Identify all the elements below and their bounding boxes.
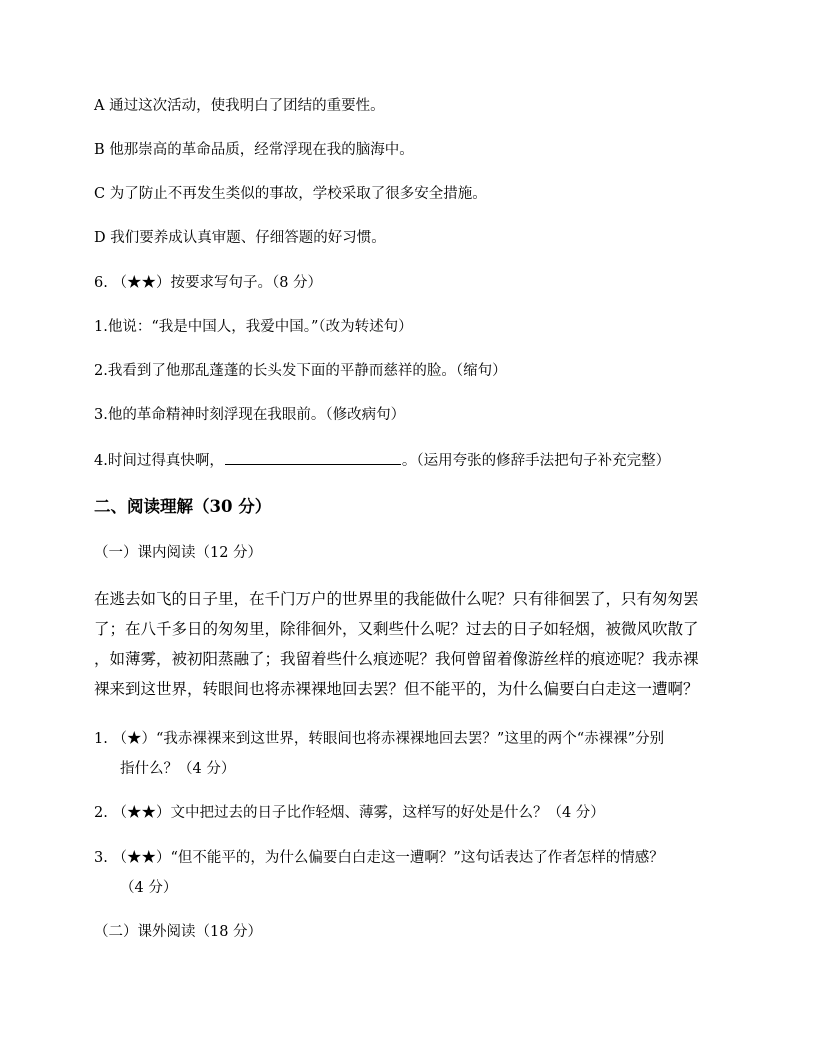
section-2-title: 二、阅读理解（30 分） bbox=[94, 497, 272, 516]
option-c: C 为了防止不再发生类似的事故，学校采取了很多安全措施。 bbox=[94, 186, 487, 202]
reading-question-3-line-1: 3. （★★）“但不能平的，为什么偏要白白走这一遭啊？”这句话表达了作者怎样的情感？ bbox=[94, 850, 664, 866]
option-d: D 我们要养成认真审题、仔细答题的好习惯。 bbox=[94, 230, 386, 246]
reading-question-3-line-2: （4 分） bbox=[120, 880, 178, 896]
reading-question-1-line-2: 指什么？（4 分） bbox=[120, 761, 236, 777]
question-6-item-4-prefix: 4.时间过得真快啊， bbox=[94, 453, 224, 469]
passage-line: 了；在八千多日的匆匆里，除徘徊外，又剩些什么呢？过去的日子如轻烟，被微风吹散了 bbox=[94, 620, 699, 638]
question-6-item-3: 3.他的革命精神时刻浮现在我眼前。（修改病句） bbox=[94, 407, 406, 423]
answer-blank[interactable] bbox=[225, 450, 401, 465]
passage-line: 裸来到这世界，转眼间也将赤裸裸地回去罢？但不能平的，为什么偏要白白走这一遭啊？ bbox=[94, 680, 699, 698]
part-1-title: （一）课内阅读（12 分） bbox=[94, 545, 263, 561]
option-a: A 通过这次活动，使我明白了团结的重要性。 bbox=[94, 98, 385, 114]
passage-line: 在逃去如飞的日子里，在千门万户的世界里的我能做什么呢？只有徘徊罢了，只有匆匆罢 bbox=[94, 590, 699, 608]
reading-question-1-line-1: 1. （★）“我赤裸裸来到这世界，转眼间也将赤裸裸地回去罢？”这里的两个“赤裸裸”分别 bbox=[94, 731, 665, 747]
question-6-item-4 bbox=[94, 450, 670, 471]
passage-line: ，如薄雾，被初阳蒸融了；我留着些什么痕迹呢？我何曾留着像游丝样的痕迹呢？我赤裸 bbox=[94, 650, 699, 668]
reading-question-2: 2. （★★）文中把过去的日子比作轻烟、薄雾，这样写的好处是什么？（4 分） bbox=[94, 805, 605, 821]
reading-passage bbox=[94, 584, 726, 704]
question-6-item-1: 1.他说：“我是中国人，我爱中国。”（改为转述句） bbox=[94, 319, 413, 335]
option-b: B 他那崇高的革命品质，经常浮现在我的脑海中。 bbox=[94, 142, 414, 158]
question-6-title: 6. （★★）按要求写句子。（8 分） bbox=[94, 275, 323, 291]
question-6-item-2: 2.我看到了他那乱蓬蓬的长头发下面的平静而慈祥的脸。（缩句） bbox=[94, 363, 507, 379]
part-2-title: （二）课外阅读（18 分） bbox=[94, 924, 263, 940]
question-6-item-4-suffix: 。（运用夸张的修辞手法把句子补充完整） bbox=[401, 453, 671, 469]
